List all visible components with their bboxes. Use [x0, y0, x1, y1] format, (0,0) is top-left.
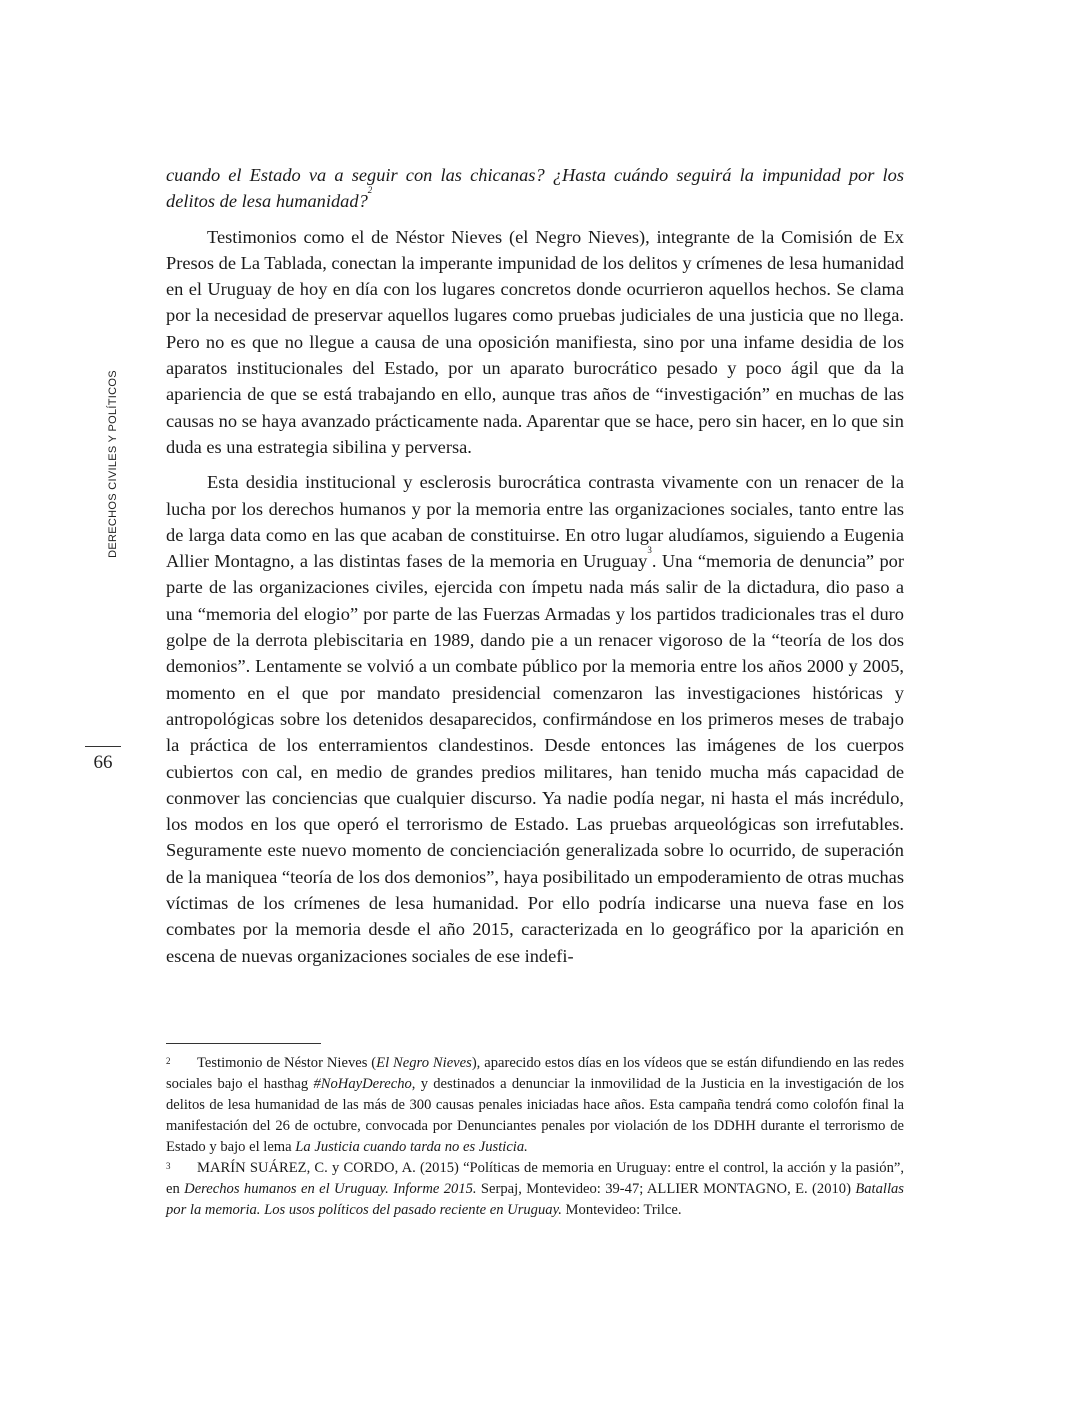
quote-continuation [166, 162, 904, 215]
footnote-text: MARÍN SUÁREZ, C. y CORDO, A. (2015) “Políticas de memoria en Uruguay: entre el control, la acción y la pasión”, en [166, 1160, 904, 1197]
running-head: DERECHOS CIVILES Y POLÍTICOS [107, 370, 119, 558]
footnotes [166, 1053, 904, 1221]
paragraph [166, 224, 904, 461]
footnote-italic: La Justicia cuando tarda no es Justicia. [295, 1139, 528, 1155]
footnote-italic: #NoHayDerecho [313, 1076, 412, 1092]
page-number: 66 [93, 752, 113, 773]
footnote-ref-3[interactable]: 3 [647, 545, 652, 556]
footnote-number: 3 [166, 1161, 171, 1171]
footnote-separator [166, 1043, 321, 1044]
footnote-italic: Batallas por la memoria. Los usos políticos del pasado reciente en Uruguay. [166, 1181, 904, 1218]
footnote-number: 2 [166, 1056, 171, 1066]
footnote-text: Serpaj, Montevideo: 39-47; ALLIER MONTAGNO, E. (2010) [476, 1181, 856, 1197]
quote-text: cuando el Estado va a seguir con las chicanas? ¿Hasta cuándo seguirá la impunidad por los delitos de lesa humanidad? [166, 165, 904, 212]
footnote [166, 1158, 904, 1221]
footnote [166, 1053, 904, 1158]
paragraph-text: . Una “memoria de denuncia” por parte de las organizaciones civiles, ejercida con ímpetu nada más salir de la dictadura, dio paso a una “memoria del elogio” por parte de las Fuerzas Armadas y los partidos tradicionales tras el duro golpe de la derrota plebiscitaria en 1989, dando pie a un renacer vigoroso de la “teoría de los dos demonios”. Lentamente se volvió a un combate público por la memoria entre los años 2000 y 2005, momento en el que por mandato presidencial comenzaron las investigaciones históricas y antropológicas sobre los detenidos desaparecidos, confirmándose en los primeros meses de trabajo la práctica de los enterramientos clandestinos. Desde entonces las imágenes de los cuerpos cubiertos con cal, en medio de grandes predios militares, han tenido mucha más capacidad de conmover las conciencias que cualquier discurso. Ya nadie podía negar, ni hasta el más incrédulo, los modos en los que operó el terrorismo de Estado. Las pruebas arqueológicas son irrefutables. Seguramente este nuevo momento de concienciación generalizada sobre lo ocurrido, de superación de la maniquea “teoría de los dos demonios”, haya posibilitado un empoderamiento de otras muchas víctimas de los crímenes de lesa humanidad. Por ello podría indicarse una nueva fase en los combates por la memoria desde el año 2015, caracterizada en lo geográfico por la aparición en escena de nuevas organizaciones sociales de ese indefi- [166, 551, 905, 966]
page-number-rule [85, 746, 121, 747]
paragraph-text: Testimonios como el de Néstor Nieves (el Negro Nieves), integrante de la Comisión de Ex Presos de La Tablada, conectan la imperante impunidad de los delitos y crímenes de lesa humanidad en el Uruguay de hoy en día con los lugares concretos donde ocurrieron aquellos hechos. Se clama por la necesidad de preservar aquellos lugares como pruebas judiciales de una justicia que no llega. Pero no es que no llegue a causa de una oposición manifiesta, sino por una infame desidia de los aparatos institucionales del Estado, por un aparato burocrático pesado y poco ágil que da la apariencia de que se está trabajando en ello, aunque tras años de “investigación” en muchas de las causas no se haya avanzado prácticamente nada. Aparentar que se hace, pero sin hacer, en lo que sin duda es una estrategia sibilina y perversa. [166, 226, 904, 457]
footnote-text: Montevideo: Trilce. [561, 1202, 682, 1218]
footnote-text: Testimonio de Néstor Nieves ( [197, 1055, 377, 1071]
body-text [166, 162, 904, 969]
footnote-text: ), aparecido estos días en los vídeos que se están difundiendo en las redes sociales bajo el hasthag [166, 1055, 904, 1092]
paragraph [166, 469, 904, 969]
paragraph-text: Esta desidia institucional y esclerosis burocrática contrasta vivamente con un renacer de la lucha por los derechos humanos y por la memoria entre las organizaciones sociales, tanto entre las de larga data como en las que acaban de constituirse. En otro lugar aludíamos, siguiendo a Eugenia Allier Montagno, a las distintas fases de la memoria en Uruguay [166, 472, 904, 572]
footnote-italic: El Negro Nieves [376, 1055, 472, 1071]
footnote-text: , y destinados a denunciar la inmovilidad de la Justicia en la investigación de los delitos de lesa humanidad de las más de 300 causas penales iniciadas hace años. Esta campaña tendrá como colofón final la manifestación del 26 de octubre, convocada por Denunciantes penales por violación de los DDHH durante el terrorismo de Estado y bajo el lema [166, 1076, 904, 1155]
footnote-italic: Derechos humanos en el Uruguay. Informe 2015. [184, 1181, 477, 1197]
footnote-ref-2[interactable]: 2 [367, 185, 373, 196]
